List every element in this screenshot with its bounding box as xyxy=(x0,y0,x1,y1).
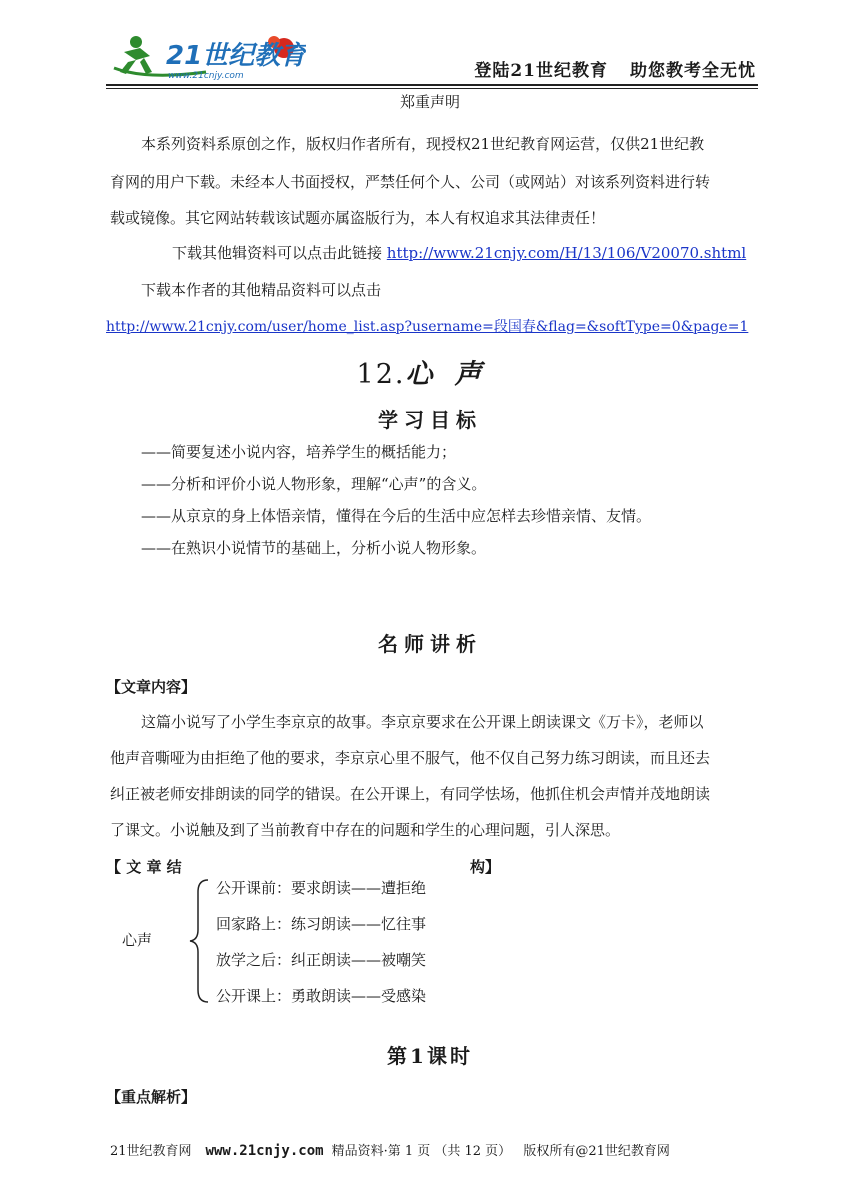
content-line: 纠正被老师安排朗读的同学的错误。在公开课上，有同学怯场，他抓住机会声情并茂地朗读 xyxy=(110,785,711,803)
runner-logo-icon xyxy=(106,28,306,84)
brace-icon xyxy=(188,876,212,1006)
structure-item: 回家路上：练习朗读——忆往事 xyxy=(216,915,427,933)
footer-middle: 精品资料·第 1 页 （共 12 页） xyxy=(331,1144,512,1159)
structure-label-left: 【 文 章 结 xyxy=(106,858,182,876)
author-link-line xyxy=(106,317,748,337)
slogan-left: 登陆21世纪教育 xyxy=(474,61,608,81)
objectives-heading: 学习目标 xyxy=(378,408,482,432)
notice-line-1: 本系列资料系原创之作，版权归作者所有，现授权21世纪教育网运营，仅供21世纪教 xyxy=(141,135,705,153)
site-logo xyxy=(106,28,306,84)
content-line: 这篇小说写了小学生李京京的故事。李京京要求在公开课上朗读课文《万卡》，老师以 xyxy=(141,713,704,731)
content-line: 他声音嘶哑为由拒绝了他的要求，李京京心里不服气，他不仅自己努力练习朗读，而且还去 xyxy=(110,749,711,767)
key-label: 【重点解析】 xyxy=(106,1088,197,1106)
objective-item: ——分析和评价小说人物形象，理解“心声”的含义。 xyxy=(141,475,487,493)
footer-left: 21世纪教育网 xyxy=(110,1144,192,1159)
download-prefix: 下载其他辑资料可以点击此链接 xyxy=(172,244,387,262)
author-link[interactable]: http://www.21cnjy.com/user/home_list.asp?username=段国春&flag=&softType=0&page=1 xyxy=(106,319,749,335)
content-line: 了课文。小说触及到了当前教育中存在的问题和学生的心理问题，引人深思。 xyxy=(110,821,621,839)
logo-text: 21世纪教育 xyxy=(166,41,306,71)
notice-title: 郑重声明 xyxy=(399,93,460,111)
logo-url: www.21cnjy.com xyxy=(168,71,244,81)
header-divider-thin xyxy=(106,88,758,89)
structure-root: 心声 xyxy=(122,931,153,949)
structure-item: 公开课前：要求朗读——遭拒绝 xyxy=(216,879,427,897)
lesson-name: 心声 xyxy=(405,359,504,390)
lesson-number: 12. xyxy=(356,359,406,390)
footer-site: www.21cnjy.com xyxy=(205,1143,324,1159)
download-link[interactable]: http://www.21cnjy.com/H/13/106/V20070.shtml xyxy=(386,244,747,262)
structure-label-right: 构】 xyxy=(470,858,501,876)
structure-item: 公开课上：勇敢朗读——受感染 xyxy=(216,987,427,1005)
notice-line-2: 育网的用户下载。未经本人书面授权，严禁任何个人、公司（或网站）对该系列资料进行转 xyxy=(110,173,711,191)
header-divider xyxy=(106,84,758,86)
analysis-heading: 名师讲析 xyxy=(378,632,482,656)
slogan-right: 助您教考全无忧 xyxy=(630,61,756,81)
objective-item: ——在熟识小说情节的基础上，分析小说人物形象。 xyxy=(141,539,487,557)
notice-line-3: 载或镜像。其它网站转载该试题亦属盗版行为，本人有权追求其法律责任！ xyxy=(110,209,606,227)
page-footer xyxy=(110,1140,670,1159)
structure-item: 放学之后：纠正朗读——被嘲笑 xyxy=(216,951,427,969)
objective-item: ——简要复述小说内容，培养学生的概括能力； xyxy=(141,443,457,461)
lesson-title xyxy=(0,352,860,391)
objective-item: ——从京京的身上体悟亲情，懂得在今后的生活中应怎样去珍惜亲情、友情。 xyxy=(141,507,652,525)
session-heading: 第1课时 xyxy=(387,1044,473,1068)
content-label: 【文章内容】 xyxy=(106,678,197,696)
author-line: 下载本作者的其他精品资料可以点击 xyxy=(141,281,382,299)
download-line xyxy=(172,243,746,263)
footer-right: 版权所有@21世纪教育网 xyxy=(523,1144,670,1159)
header-slogan xyxy=(474,56,756,81)
